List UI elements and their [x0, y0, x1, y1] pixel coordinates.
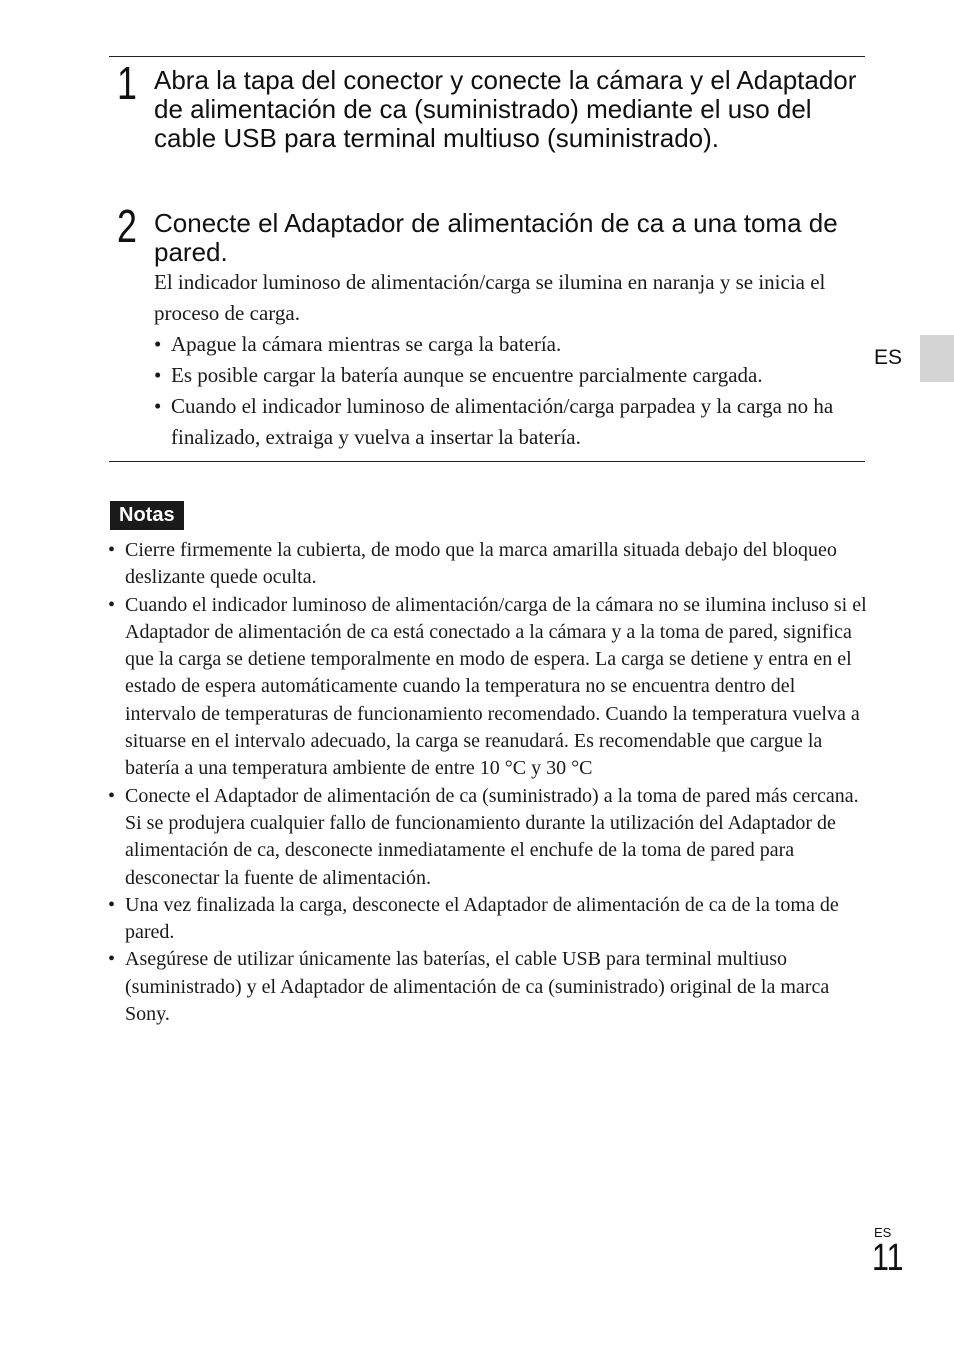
top-rule	[109, 56, 865, 57]
note-item: • Cierre firmemente la cubierta, de modo que la marca amarilla situada debajo del bloqueo deslizante quede oculta.	[108, 537, 868, 592]
step-title: Conecte el Adaptador de alimentación de ca a una toma de pared.	[154, 208, 838, 267]
step-bullet-list	[154, 329, 865, 453]
footer-language-label: ES	[874, 1225, 892, 1240]
step-bullet: • Apague la cámara mientras se carga la batería.	[154, 329, 865, 360]
step-number: 1	[117, 57, 137, 109]
page-number: 11	[872, 1237, 904, 1279]
step-number: 2	[117, 200, 137, 252]
step-title: Abra la tapa del conector y conecte la cámara y el Adaptador de alimentación de ca (suministrado) mediante el uso del cable USB para terminal multiuso (suministrado).	[154, 65, 857, 153]
notes-label: Notas	[110, 501, 184, 530]
side-language-label: ES	[874, 346, 903, 369]
step-1	[109, 57, 865, 153]
note-item: • Asegúrese de utilizar únicamente las baterías, el cable USB para terminal multiuso (suministrado) y el Adaptador de alimentación de ca (suministrado) original de la marca Sony.	[108, 946, 868, 1028]
step-2	[109, 200, 865, 453]
note-item: • Cuando el indicador luminoso de alimentación/carga de la cámara no se ilumina incluso si el Adaptador de alimentación de ca está conectado a la cámara y a la toma de pared, significa que la carga se detiene temporalmente en modo de espera. La carga se detiene y entra en el estado de espera automáticamente cuando la temperatura no se encuentra dentro del intervalo de temperaturas de funcionamiento recomendado. Cuando la temperatura vuelva a situarse en el intervalo adecuado, la carga se reanudará. Es recomendable que cargue la batería a una temperatura ambiente de entre 10 °C y 30 °C	[108, 592, 868, 783]
note-item: • Conecte el Adaptador de alimentación de ca (suministrado) a la toma de pared más cercana. Si se produjera cualquier fallo de funcionamiento durante la utilización del Adaptador de alimentación de ca, desconecte inmediatamente el enchufe de la toma de pared para desconectar la fuente de alimentación.	[108, 783, 868, 892]
step-bullet: • Es posible cargar la batería aunque se encuentre parcialmente cargada.	[154, 360, 865, 391]
side-language-tab	[920, 335, 954, 382]
notes-list	[108, 537, 868, 1028]
note-item: • Una vez finalizada la carga, desconecte el Adaptador de alimentación de ca de la toma de pared.	[108, 892, 868, 947]
step-body	[154, 267, 865, 453]
bottom-rule	[109, 461, 865, 462]
step-description: El indicador luminoso de alimentación/carga se ilumina en naranja y se inicia el proceso de carga.	[154, 270, 826, 325]
step-bullet: • Cuando el indicador luminoso de alimentación/carga parpadea y la carga no ha finalizado, extraiga y vuelva a insertar la batería.	[154, 391, 865, 453]
